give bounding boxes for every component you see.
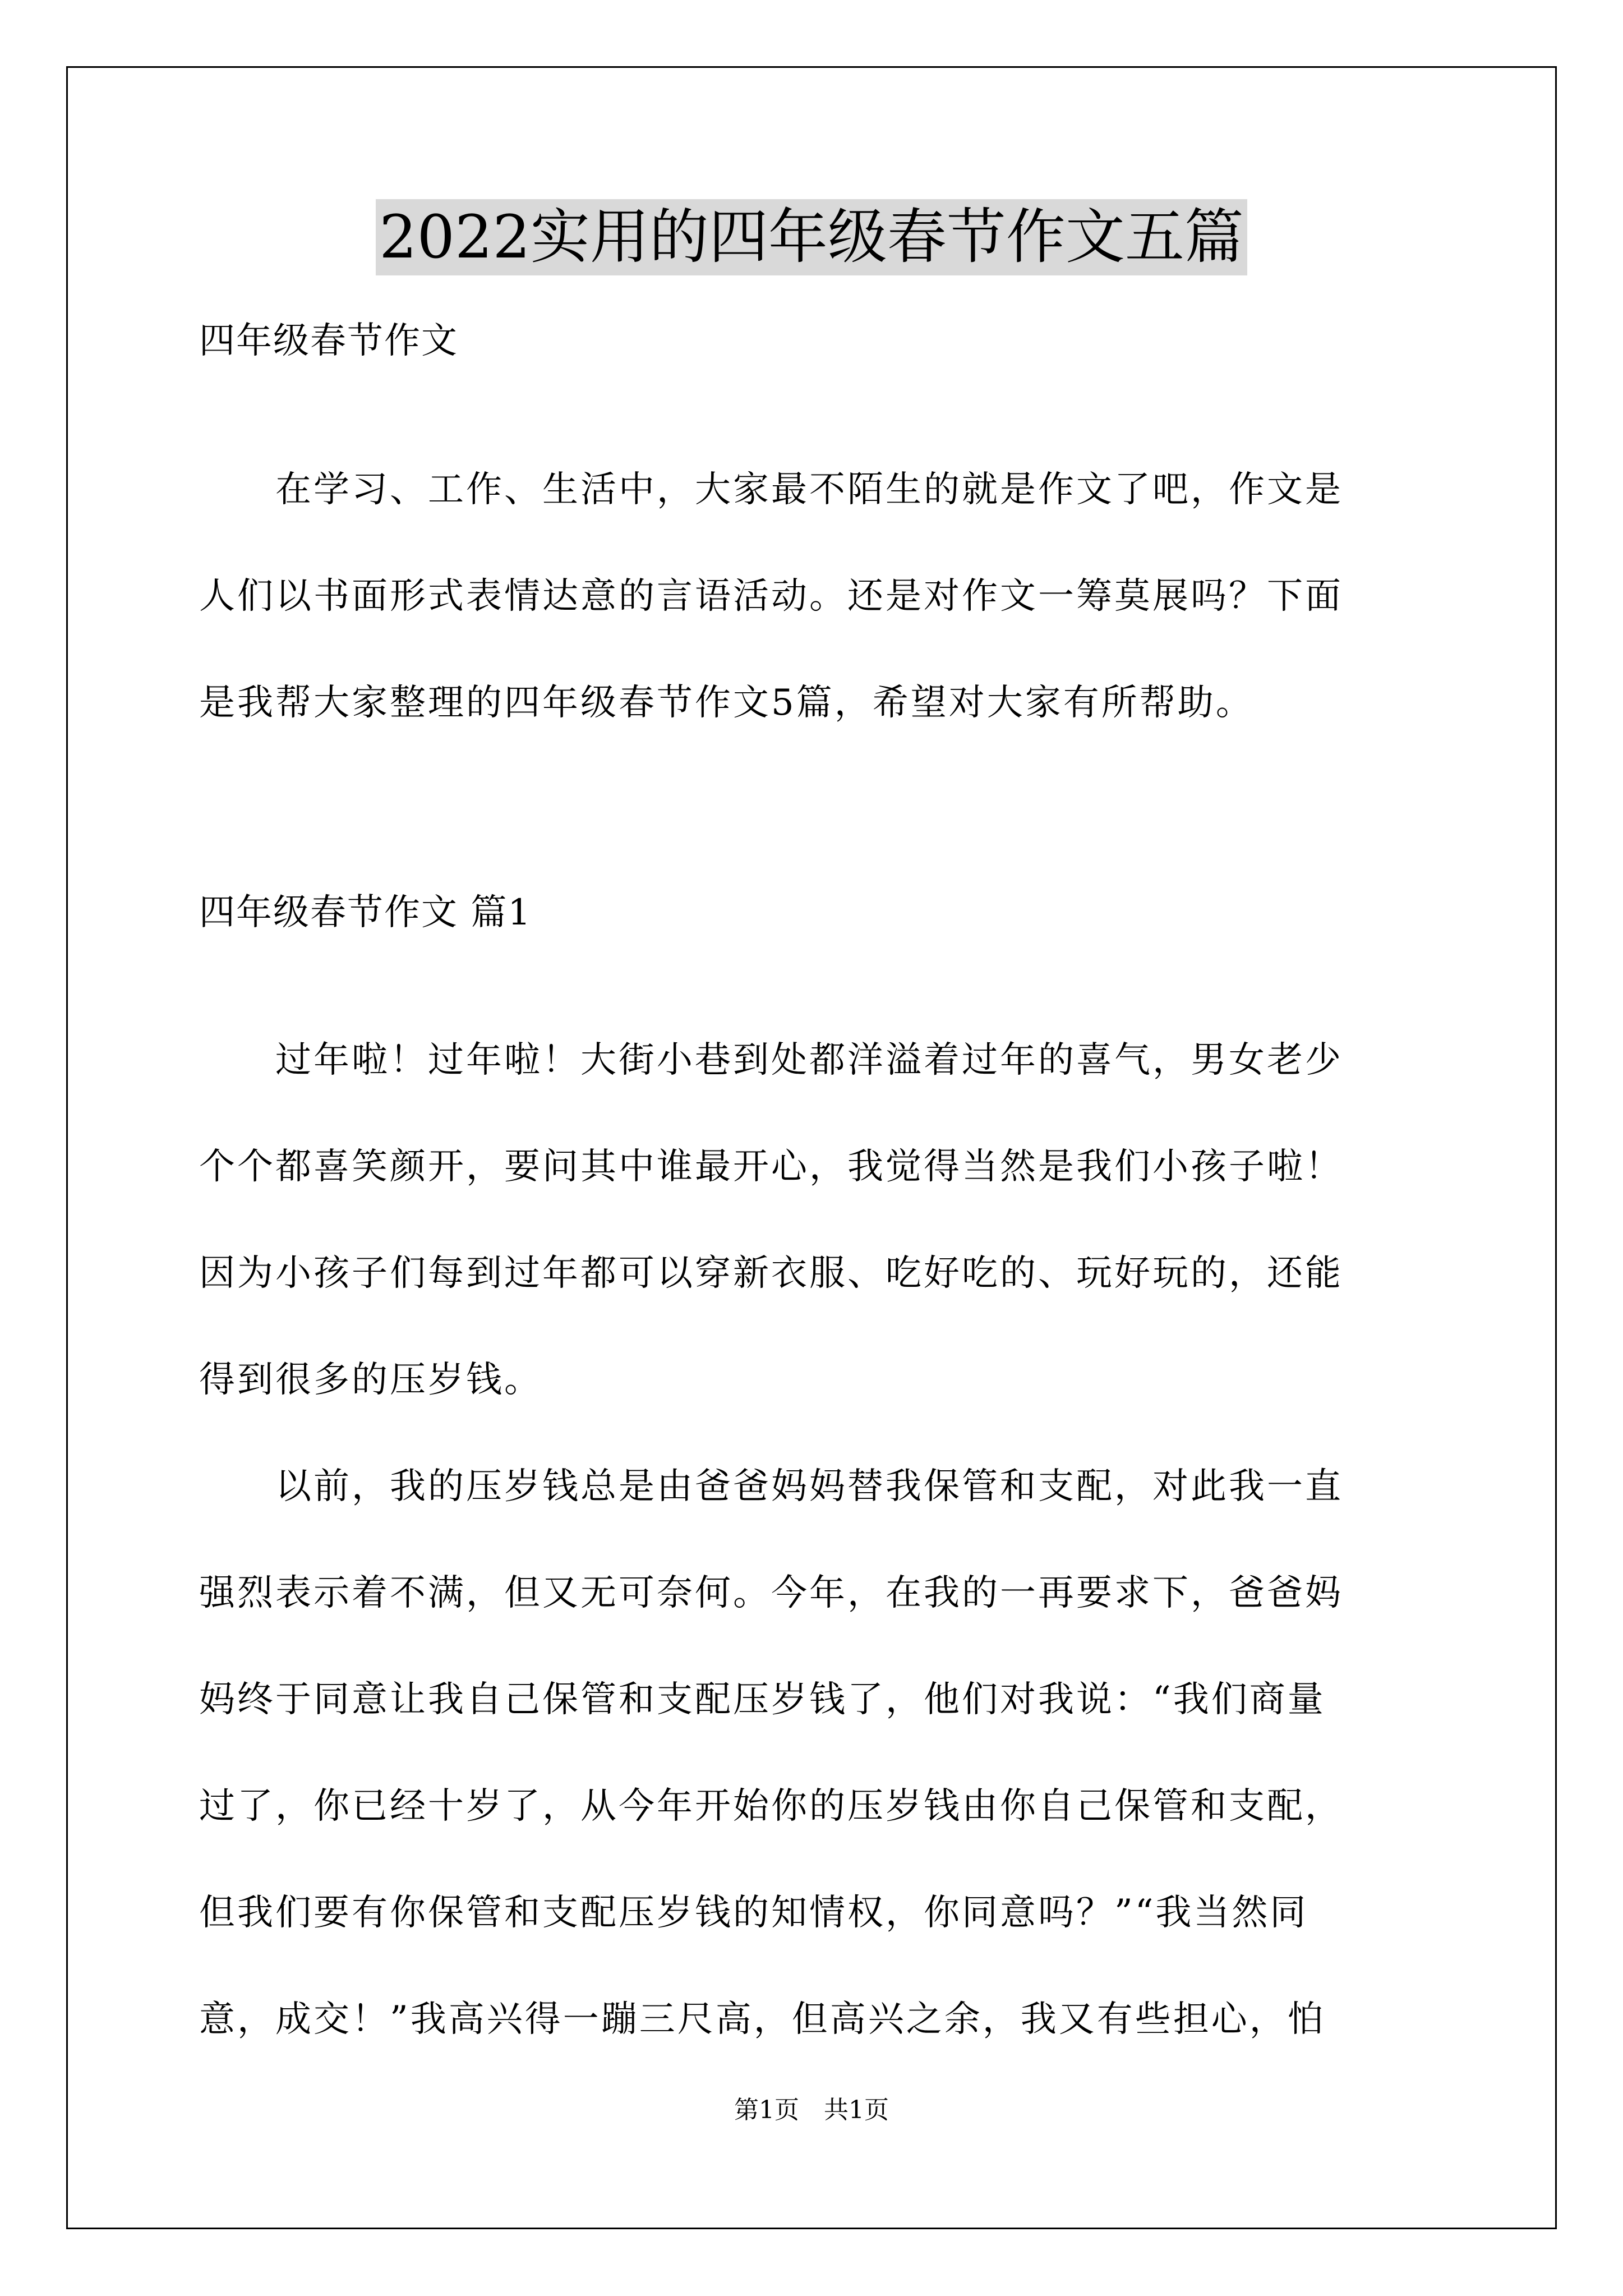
paragraph-line: 得到很多的压岁钱。	[199, 1359, 542, 1401]
paragraph-line: 个个都喜笑颜开，要问其中谁最开心，我觉得当然是我们小孩子啦！	[199, 1146, 1343, 1188]
section-heading-article-1: 四年级春节作文 篇1	[199, 892, 532, 933]
paragraph-line: 人们以书面形式表情达意的言语活动。还是对作文一筹莫展吗？下面	[199, 576, 1343, 617]
paragraph-line: 以前，我的压岁钱总是由爸爸妈妈替我保管和支配，对此我一直	[199, 1466, 1343, 1507]
paragraph-line: 强烈表示着不满，但又无可奈何。今年，在我的一再要求下，爸爸妈	[199, 1572, 1343, 1614]
paragraph-line: 因为小孩子们每到过年都可以穿新衣服、吃好吃的、玩好玩的，还能	[199, 1253, 1343, 1294]
title-container	[0, 199, 1623, 275]
paragraph-line: 过了，你已经十岁了，从今年开始你的压岁钱由你自己保管和支配，	[199, 1786, 1343, 1827]
intro-paragraph	[199, 436, 1433, 756]
paragraph-line: 是我帮大家整理的四年级春节作文5篇，希望对大家有所帮助。	[199, 682, 1254, 724]
document-title: 2022实用的四年级春节作文五篇	[376, 199, 1247, 275]
article-1-paragraph-2	[199, 1433, 1433, 2073]
paragraph-line: 妈终于同意让我自己保管和支配压岁钱了，他们对我说：“我们商量	[199, 1679, 1326, 1720]
article-1-paragraph-1	[199, 1007, 1433, 1433]
paragraph-line: 过年啦！过年啦！大街小巷到处都洋溢着过年的喜气，男女老少	[199, 1039, 1343, 1081]
paragraph-line: 在学习、工作、生活中，大家最不陌生的就是作文了吧，作文是	[199, 469, 1343, 510]
paragraph-line: 但我们要有你保管和支配压岁钱的知情权，你同意吗？”“我当然同	[199, 1892, 1308, 1934]
section-heading-intro: 四年级春节作文	[199, 320, 458, 362]
page-footer: 第1页 共1页	[734, 2096, 889, 2124]
paragraph-line: 意，成交！”我高兴得一蹦三尺高，但高兴之余，我又有些担心，怕	[199, 1999, 1326, 2040]
